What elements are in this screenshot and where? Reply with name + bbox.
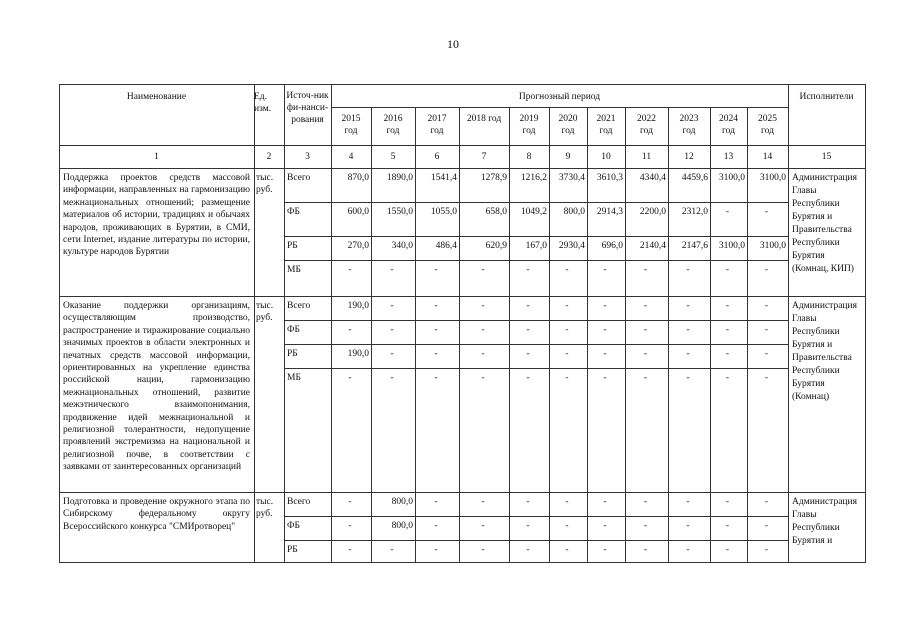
header-executors: Исполнители [799,92,854,102]
value-cell: - [434,265,438,275]
executor-cell: Администрация Главы Республики Бурятия и [792,497,857,546]
unit-cell: тыс. руб. [256,497,274,519]
value-cell: - [565,521,569,531]
row-line [284,260,788,261]
header-bottom-line [59,145,866,146]
value-cell: - [481,349,485,359]
value-cell: - [390,373,394,383]
header-year: 2025 год [758,114,777,136]
value-cell: 800,0 [391,497,413,507]
header-year: 2024 год [719,114,738,136]
value-cell: - [643,265,648,275]
source-cell: МБ [287,265,301,275]
value-cell: - [565,497,569,507]
value-cell: 3610,3 [596,173,623,183]
value-cell: - [686,349,690,359]
table-border-top [59,84,866,85]
value-cell: 340,0 [391,241,413,251]
value-cell: 870,0 [347,173,369,183]
row-line [284,344,788,345]
value-cell: - [390,349,394,359]
value-cell: - [643,349,648,359]
source-cell: ФБ [287,207,300,217]
column-number: 12 [684,152,694,162]
value-cell: - [643,325,648,335]
value-cell: 1550,0 [386,207,413,217]
value-cell: - [348,373,352,383]
block-bottom-line [59,296,866,297]
value-cell: - [764,301,769,311]
value-cell: - [603,521,607,531]
column-number: 11 [641,152,652,162]
row-line [284,368,788,369]
value-cell: 167,0 [525,241,547,251]
source-cell: РБ [287,241,298,251]
value-cell: - [603,265,607,275]
value-cell: - [764,521,769,531]
value-cell: - [565,349,569,359]
source-cell: Всего [287,173,311,183]
value-cell: - [603,349,607,359]
column-number: 13 [723,152,734,162]
value-cell: 658,0 [485,207,507,217]
row-line [284,236,788,237]
measure-name: Подготовка и проведение окружного этапа по Сибирскому федеральному округу Всероссийского конкурса "СМИротворец" [63,497,250,532]
header-source: Источ-ник фи-нанси-рования [286,91,329,125]
value-cell: - [725,545,730,555]
value-cell: 3100,0 [759,173,786,183]
value-cell: - [686,545,690,555]
value-cell: - [390,265,394,275]
value-cell: - [434,497,438,507]
column-number: 10 [601,152,611,162]
value-cell: - [603,497,607,507]
value-cell: - [643,497,648,507]
column-line [865,84,866,562]
value-cell: - [481,373,485,383]
header-divider [331,107,788,108]
column-number: 6 [434,152,440,162]
value-cell: - [434,349,438,359]
header-name: Наименование [126,92,187,102]
forecast-table [59,84,865,562]
value-cell: 4459,6 [681,173,708,183]
value-cell: - [348,265,352,275]
value-cell: - [390,325,394,335]
column-number: 7 [481,152,487,162]
value-cell: - [481,301,485,311]
value-cell: 1216,2 [520,173,547,183]
value-cell: - [764,207,769,217]
value-cell: - [603,545,607,555]
value-cell: - [434,373,438,383]
value-cell: 4340,4 [639,173,666,183]
value-cell: - [526,349,530,359]
value-cell: 2914,3 [596,207,623,217]
source-cell: МБ [287,373,301,383]
value-cell: - [481,521,485,531]
header-unit: Ед. изм. [254,92,272,114]
value-cell: - [603,301,607,311]
value-cell: - [348,521,352,531]
unit-cell: тыс. руб. [256,173,274,195]
column-number: 15 [821,152,832,162]
unit-cell: тыс. руб. [256,301,274,323]
value-cell: - [643,521,648,531]
value-cell: 800,0 [391,521,413,531]
page-number: 10 [447,37,459,51]
value-cell: - [481,265,485,275]
value-cell: - [686,325,690,335]
value-cell: 2147,6 [681,241,708,251]
value-cell: - [390,545,394,555]
value-cell: - [565,301,569,311]
row-line [284,540,788,541]
value-cell: - [526,497,530,507]
header-year: 2018 год [466,114,502,124]
value-cell: 2140,4 [639,241,666,251]
value-cell: - [603,325,607,335]
value-cell: - [526,545,530,555]
value-cell: - [434,301,438,311]
value-cell: - [434,325,438,335]
value-cell: - [764,265,769,275]
value-cell: - [526,301,530,311]
value-cell: - [725,349,730,359]
value-cell: 1278,9 [480,173,507,183]
value-cell: - [526,325,530,335]
value-cell: - [390,301,394,311]
header-year: 2016 год [383,114,403,136]
value-cell: 1055,0 [430,207,457,217]
value-cell: 2312,0 [681,207,708,217]
value-cell: - [764,349,769,359]
value-cell: - [348,325,352,335]
value-cell: 3730,4 [558,173,585,183]
value-cell: 486,4 [435,241,457,251]
value-cell: - [643,545,648,555]
column-number: 2 [266,152,272,162]
value-cell: 190,0 [347,349,369,359]
value-cell: 1541,4 [430,173,457,183]
column-number: 8 [526,152,532,162]
value-cell: - [686,373,690,383]
column-number: 1 [154,152,159,162]
value-cell: 600,0 [347,207,369,217]
value-cell: 696,0 [601,241,623,251]
column-number: 5 [390,152,396,162]
value-cell: - [643,373,648,383]
value-cell: - [686,497,690,507]
value-cell: - [481,325,485,335]
header-period: Прогнозный период [518,92,601,102]
value-cell: - [764,545,769,555]
value-cell: - [565,265,569,275]
source-cell: ФБ [287,325,300,335]
value-cell: 270,0 [347,241,369,251]
value-cell: 620,9 [485,241,507,251]
value-cell: 190,0 [347,301,369,311]
value-cell: - [725,207,730,217]
source-cell: Всего [287,301,311,311]
value-cell: - [348,497,352,507]
row-line [284,320,788,321]
column-number: 3 [305,152,310,162]
header-year: 2015 год [341,114,361,136]
value-cell: - [686,301,690,311]
value-cell: 800,0 [563,207,585,217]
value-cell: - [764,373,769,383]
value-cell: - [725,521,730,531]
value-cell: - [643,301,648,311]
value-cell: - [526,373,530,383]
value-cell: - [526,521,530,531]
value-cell: - [481,497,485,507]
value-cell: - [348,545,352,555]
value-cell: - [565,373,569,383]
value-cell: - [764,325,769,335]
value-cell: - [725,265,730,275]
header-year: 2017 год [427,114,447,136]
value-cell: - [565,325,569,335]
source-cell: ФБ [287,521,300,531]
value-cell: - [725,497,730,507]
measure-name: Поддержка проектов средств массовой информации, направленных на гармонизацию межнациональных отношений; размещение материалов об истории, традициях и обычаях народов, проживающих в Бурятии, в СМИ, сети Internet, издание литературы по истории, культуре народов Бурятии [63,173,250,258]
colnum-bottom-line [59,168,866,169]
value-cell: - [686,521,690,531]
column-number: 4 [348,152,354,162]
header-year: 2021 год [596,114,616,136]
source-cell: РБ [287,545,298,555]
value-cell: - [603,373,607,383]
value-cell: 3100,0 [759,241,786,251]
value-cell: 1890,0 [386,173,413,183]
value-cell: 3100,0 [718,241,745,251]
value-cell: - [686,265,690,275]
header-year: 2019 год [519,114,539,136]
column-number: 9 [565,152,571,162]
executor-cell: Администрация Главы Республики Бурятия и Правительства Республики Бурятия (Комнац) [792,301,857,402]
value-cell: 2930,4 [558,241,585,251]
value-cell: 3100,0 [718,173,745,183]
header-year: 2020 год [558,114,578,136]
value-cell: - [725,325,730,335]
value-cell: - [725,373,730,383]
executor-cell: Администрация Главы Республики Бурятия и Правительства Республики Бурятия (Комнац, КИП) [792,173,857,274]
measure-name: Оказание поддержки организациям, осуществляющим производство, распространение и тиражирование социально значимых проектов в области электронных и печатных средств массовой информации, ориентированных на укрепление единства российской нации, гармонизацию межнациональных отношений, развитие межэтнического взаимопонимания, продвижение идей межнациональной и религиозной толерантности, недопущение проявлений экстремизма на национальной и религиозной почве, в соответствии с заявками от заинтересованных организаций [63,301,250,473]
value-cell: 1049,2 [520,207,547,217]
block-bottom-line [59,492,866,493]
block-bottom-line [59,562,866,563]
row-line [284,202,788,203]
value-cell: - [434,545,438,555]
row-line [284,516,788,517]
source-cell: Всего [287,497,311,507]
value-cell: - [481,545,485,555]
value-cell: - [434,521,438,531]
header-year: 2022 год [637,114,656,136]
value-cell: - [725,301,730,311]
value-cell: - [565,545,569,555]
header-year: 2023 год [679,114,699,136]
value-cell: - [526,265,530,275]
column-number: 14 [762,152,773,162]
value-cell: 2200,0 [639,207,666,217]
value-cell: - [764,497,769,507]
source-cell: РБ [287,349,298,359]
